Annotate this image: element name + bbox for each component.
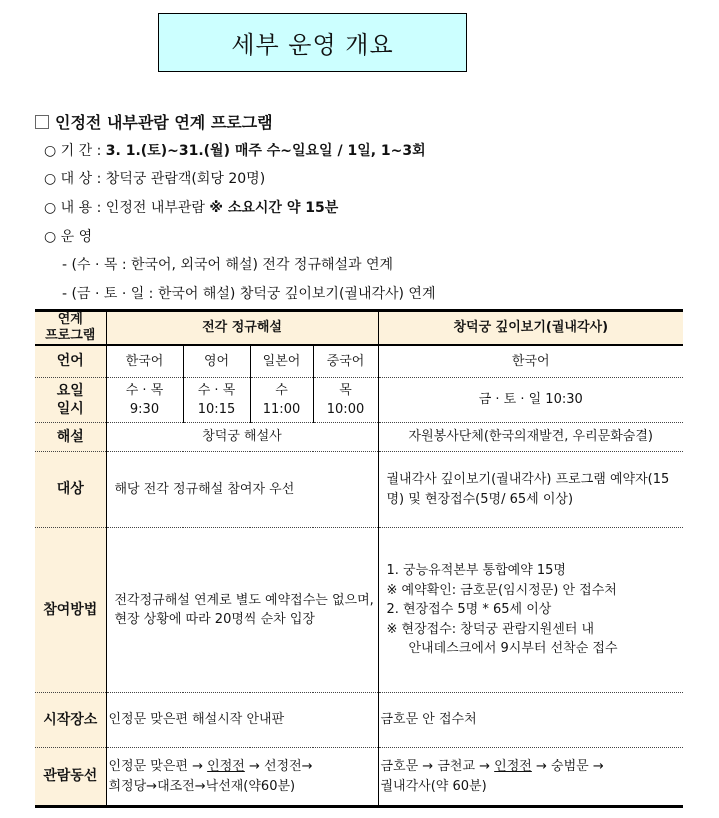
section-title: 인정전 내부관람 연계 프로그램: [55, 113, 273, 132]
lang-cell: 중국어: [313, 345, 378, 378]
route-text: 희정당→대조전→낙선재(약60분): [108, 778, 296, 794]
route-text: → 숭범문 →: [531, 759, 604, 774]
sched-time: 10:15: [197, 402, 236, 417]
sched-cell: [250, 378, 313, 423]
row-label: 시작장소: [35, 693, 106, 748]
period-label: 기 간 :: [60, 143, 102, 159]
route-right: [378, 748, 683, 807]
method-item: 1. 궁능유적본부 통합예약 15명: [386, 563, 566, 579]
row-label: 요일 일시: [35, 378, 106, 423]
content-line: ○ 내 용 : 인정전 내부관람 ※ 소요시간 약 15분: [44, 200, 339, 216]
sched-right: 금 · 토 · 일 10:30: [378, 378, 683, 423]
route-left: [106, 748, 378, 807]
route-highlight: 인정전: [207, 759, 245, 774]
row-label: 참여방법: [35, 528, 106, 693]
table-row: [35, 528, 683, 693]
sched-day: 수 · 목: [125, 382, 164, 398]
sched-cell: [183, 378, 250, 423]
period-value: 3. 1.(토)~31.(월) 매주 수~일요일 / 1일, 1~3회: [105, 143, 426, 159]
guide-right: 자원봉사단체(한국의재발견, 우리문화숨결): [378, 423, 683, 452]
route-text: 금호문 → 금천교 →: [380, 759, 495, 774]
checkbox-square-icon: [35, 115, 49, 129]
table-row: [35, 452, 683, 528]
header-program: 연계 프로그램: [35, 311, 106, 345]
method-item: 안내데스크에서 9시부터 선착순 접수: [408, 641, 618, 657]
table-row: [35, 423, 683, 452]
method-text: 전각정규해설 연계로 별도 예약접수는 없으며,: [114, 592, 374, 608]
page-title: 세부 운영 개요: [158, 13, 467, 72]
route-text: → 선정전→: [244, 759, 313, 774]
row-label: 대상: [35, 452, 106, 528]
table-row: [35, 345, 683, 378]
lang-cell: 일본어: [250, 345, 313, 378]
program-table: [35, 309, 683, 808]
start-left: 인정문 맞은편 해설시작 안내판: [106, 693, 378, 748]
operation-item: - (금 · 토 · 일 : 한국어 해설) 창덕궁 깊이보기(궐내각사) 연계: [62, 286, 436, 302]
operation-label: 운 영: [60, 229, 93, 245]
content-value: 인정전 내부관람: [105, 200, 205, 216]
target-value: 창덕궁 관람객(회당 20명): [105, 171, 266, 187]
header-deep-tour: 창덕궁 깊이보기(궐내각사): [378, 311, 683, 345]
lang-right: 한국어: [378, 345, 683, 378]
header-regular-tour: 전각 정규해설: [106, 311, 378, 345]
table-row: [35, 378, 683, 423]
row-label: 관람동선: [35, 748, 106, 807]
route-highlight: 인정전: [494, 759, 532, 774]
sched-day: 목: [339, 382, 352, 398]
period-line: ○ 기 간 : 3. 1.(토)~31.(월) 매주 수~일요일 / 1일, 1~3회: [44, 143, 426, 159]
guide-left: 창덕궁 해설사: [106, 423, 378, 452]
audience-right: 궐내각사 깊이보기(궐내각사) 프로그램 예약자(15명) 및 현장접수(5명/ 65세 이상): [378, 452, 683, 528]
method-item: ※ 현장접수: 창덕궁 관람지원센터 내: [386, 621, 595, 637]
method-left: [106, 528, 378, 693]
operation-item: - (수 · 목 : 한국어, 외국어 해설) 전각 정규해설과 연계: [62, 257, 394, 273]
start-right: 금호문 안 접수처: [378, 693, 683, 748]
method-right: [378, 528, 683, 693]
content-label: 내 용 :: [60, 200, 102, 216]
sched-day: 수 · 목: [197, 382, 236, 398]
method-item: ※ 예약확인: 금호문(임시정문) 안 접수처: [386, 582, 617, 598]
sched-time: 9:30: [129, 402, 160, 417]
sched-cell: [313, 378, 378, 423]
lang-cell: 영어: [183, 345, 250, 378]
sched-time: 11:00: [262, 402, 301, 417]
table-row: [35, 693, 683, 748]
operation-line: ○ 운 영: [44, 229, 93, 245]
lang-cell: 한국어: [106, 345, 183, 378]
table-row: [35, 748, 683, 807]
sched-cell: [106, 378, 183, 423]
route-text: 인정문 맞은편 →: [108, 759, 208, 774]
target-line: ○ 대 상 : 창덕궁 관람객(회당 20명): [44, 171, 266, 187]
content-note: ※ 소요시간 약 15분: [209, 200, 339, 216]
target-label: 대 상 :: [60, 171, 102, 187]
route-text: 궐내각사(약 60분): [380, 778, 487, 794]
row-label: 언어: [35, 345, 106, 378]
audience-left: 해당 전각 정규해설 참여자 우선: [106, 452, 378, 528]
method-item: 2. 현장접수 5명 * 65세 이상: [386, 602, 552, 618]
sched-time: 10:00: [326, 402, 365, 417]
section-heading: [35, 110, 273, 133]
method-text: 현장 상황에 따라 20명씩 순차 입장: [114, 612, 315, 627]
sched-day: 수: [275, 382, 288, 398]
row-label: 해설: [35, 423, 106, 452]
